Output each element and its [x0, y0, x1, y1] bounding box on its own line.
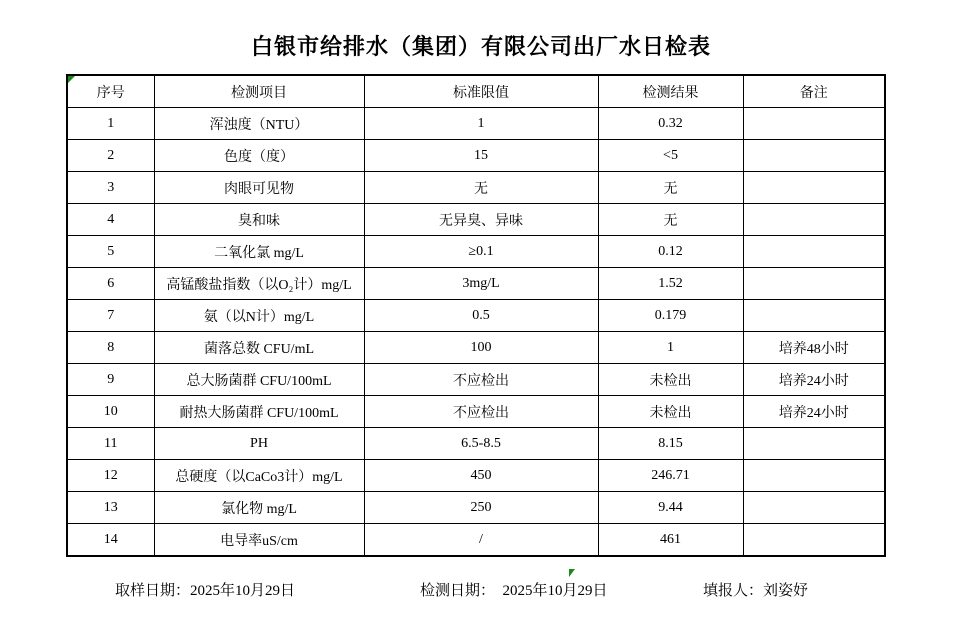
table-row — [67, 300, 885, 332]
cell-item: 电导率uS/cm — [154, 524, 364, 557]
cell-index: 7 — [67, 300, 154, 332]
cell-index: 10 — [67, 396, 154, 428]
cell-index: 2 — [67, 140, 154, 172]
cell-note: 培养24小时 — [743, 396, 885, 428]
excel-selection-marker-icon — [569, 569, 575, 577]
cell-result: 461 — [598, 524, 743, 557]
table-row — [67, 396, 885, 428]
table-row — [67, 172, 885, 204]
cell-item: PH — [154, 428, 364, 460]
cell-limit: 1 — [364, 108, 598, 140]
inspection-table — [66, 74, 886, 557]
cell-result: 8.15 — [598, 428, 743, 460]
cell-index: 6 — [67, 268, 154, 300]
cell-note — [743, 172, 885, 204]
cell-limit: ≥0.1 — [364, 236, 598, 268]
cell-limit: 不应检出 — [364, 396, 598, 428]
cell-result: 1.52 — [598, 268, 743, 300]
cell-result: 9.44 — [598, 492, 743, 524]
cell-result: 246.71 — [598, 460, 743, 492]
cell-limit: 100 — [364, 332, 598, 364]
column-header-note: 备注 — [743, 75, 885, 108]
cell-result: 1 — [598, 332, 743, 364]
cell-index: 1 — [67, 108, 154, 140]
cell-note — [743, 108, 885, 140]
table-row — [67, 140, 885, 172]
cell-item: 高锰酸盐指数（以O₂计）mg/L — [154, 268, 364, 300]
cell-limit: 6.5-8.5 — [364, 428, 598, 460]
cell-item: 肉眼可见物 — [154, 172, 364, 204]
cell-limit: 无 — [364, 172, 598, 204]
cell-item: 氯化物 mg/L — [154, 492, 364, 524]
cell-index: 14 — [67, 524, 154, 557]
cell-note — [743, 524, 885, 557]
cell-index: 5 — [67, 236, 154, 268]
cell-note: 培养24小时 — [743, 364, 885, 396]
cell-item: 浑浊度（NTU） — [154, 108, 364, 140]
table-row — [67, 204, 885, 236]
cell-index: 4 — [67, 204, 154, 236]
cell-item: 二氧化氯 mg/L — [154, 236, 364, 268]
cell-note — [743, 428, 885, 460]
cell-result: 0.179 — [598, 300, 743, 332]
table-header-row — [67, 75, 885, 108]
cell-limit: 0.5 — [364, 300, 598, 332]
column-header-item: 检测项目 — [154, 75, 364, 108]
cell-limit: 15 — [364, 140, 598, 172]
table-row — [67, 524, 885, 557]
cell-note — [743, 300, 885, 332]
cell-item: 臭和味 — [154, 204, 364, 236]
column-header-result: 检测结果 — [598, 75, 743, 108]
cell-limit: 无异臭、异味 — [364, 204, 598, 236]
cell-item: 总硬度（以CaCo3计）mg/L — [154, 460, 364, 492]
cell-result: 未检出 — [598, 364, 743, 396]
table-row — [67, 236, 885, 268]
cell-note — [743, 268, 885, 300]
cell-index: 13 — [67, 492, 154, 524]
cell-limit: 3mg/L — [364, 268, 598, 300]
cell-result: 0.12 — [598, 236, 743, 268]
cell-index: 3 — [67, 172, 154, 204]
sample-date-label: 取样日期：2025年10月29日 — [115, 583, 296, 599]
column-header-index: 序号 — [67, 75, 154, 108]
cell-note — [743, 236, 885, 268]
cell-limit: 250 — [364, 492, 598, 524]
page-title: 白银市给排水（集团）有限公司出厂水日检表 — [250, 34, 711, 59]
column-header-limit: 标准限值 — [364, 75, 598, 108]
cell-result: 0.32 — [598, 108, 743, 140]
table-row — [67, 460, 885, 492]
cell-item: 总大肠菌群 CFU/100mL — [154, 364, 364, 396]
cell-item: 氨（以N计）mg/L — [154, 300, 364, 332]
cell-item: 耐热大肠菌群 CFU/100mL — [154, 396, 364, 428]
cell-index: 11 — [67, 428, 154, 460]
cell-note — [743, 492, 885, 524]
cell-note — [743, 204, 885, 236]
test-date-label: 检测日期： 2025年10月29日 — [420, 583, 608, 599]
cell-item: 菌落总数 CFU/mL — [154, 332, 364, 364]
cell-note — [743, 140, 885, 172]
cell-result: <5 — [598, 140, 743, 172]
table-row — [67, 492, 885, 524]
table-row — [67, 268, 885, 300]
cell-index: 9 — [67, 364, 154, 396]
cell-limit: 450 — [364, 460, 598, 492]
reporter-label: 填报人：刘姿妤 — [703, 583, 809, 599]
cell-limit: 不应检出 — [364, 364, 598, 396]
cell-note — [743, 460, 885, 492]
cell-result: 无 — [598, 204, 743, 236]
table-row — [67, 364, 885, 396]
table-row — [67, 332, 885, 364]
cell-item: 色度（度） — [154, 140, 364, 172]
cell-index: 8 — [67, 332, 154, 364]
cell-result: 未检出 — [598, 396, 743, 428]
cell-result: 无 — [598, 172, 743, 204]
cell-note: 培养48小时 — [743, 332, 885, 364]
table-row — [67, 108, 885, 140]
table-row — [67, 428, 885, 460]
cell-limit: / — [364, 524, 598, 557]
cell-index: 12 — [67, 460, 154, 492]
